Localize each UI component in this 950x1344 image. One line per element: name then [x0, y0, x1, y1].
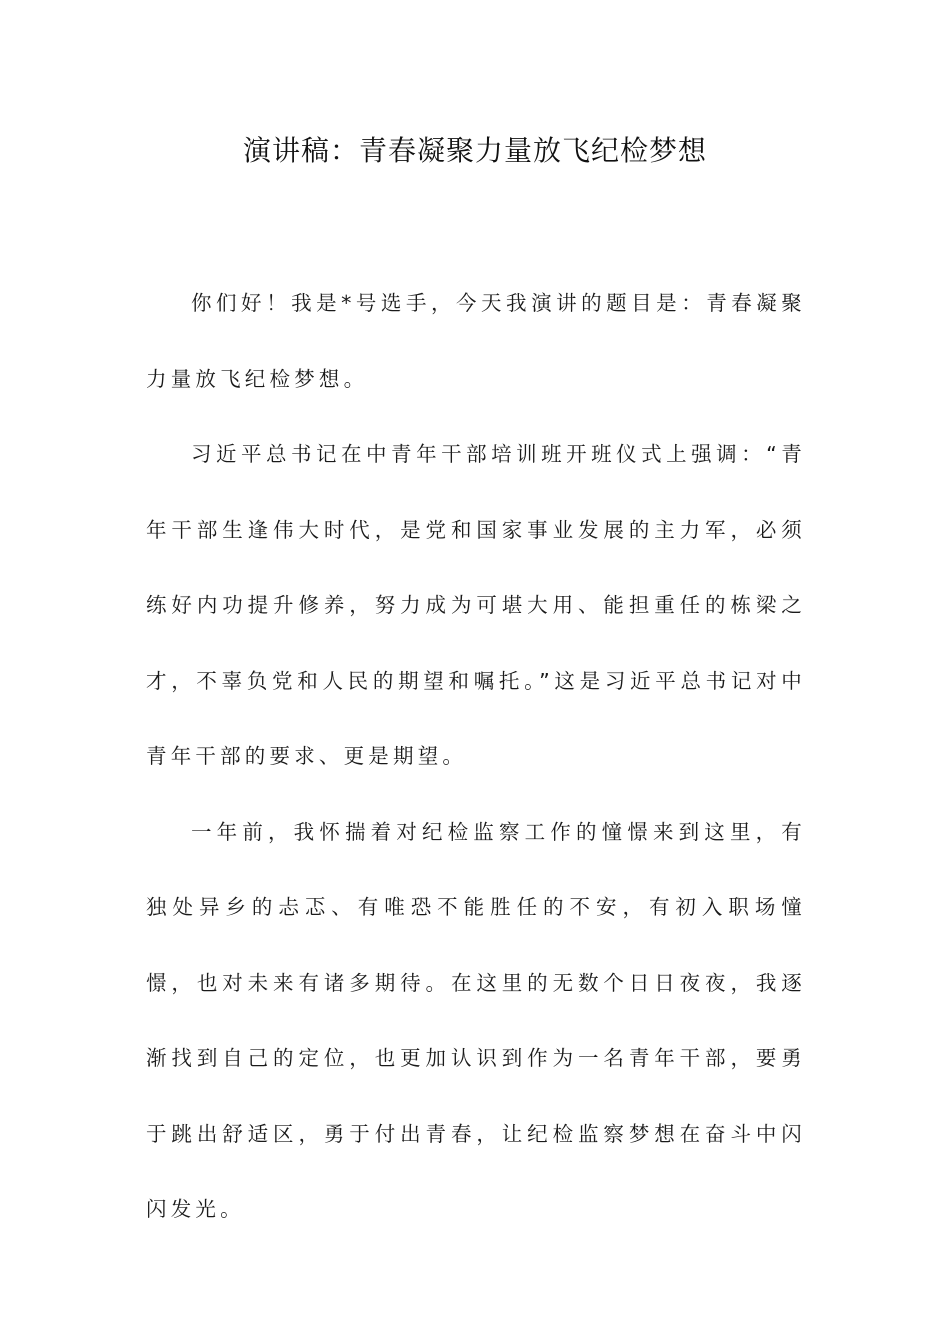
paragraph-quote: 习近平总书记在中青年干部培训班开班仪式上强调：“青年干部生逢伟大时代，是党和国家事业发展的主力军，必须练好内功提升修养，努力成为可堪大用、能担重任的栋梁之才，不辜负党和人民的期望和嘱托。”这是习近平总书记对中青年干部的要求、更是期望。 [146, 442, 806, 768]
document-body [146, 266, 806, 1248]
paragraph-greeting: 你们好！我是*号选手，今天我演讲的题目是：青春凝聚力量放飞纪检梦想。 [146, 291, 806, 391]
paragraph-experience: 一年前，我怀揣着对纪检监察工作的憧憬来到这里，有独处异乡的忐忑、有唯恐不能胜任的不安，有初入职场憧憬，也对未来有诸多期待。在这里的无数个日日夜夜，我逐渐找到自己的定位，也更加认识到作为一名青年干部，要勇于跳出舒适区，勇于付出青春，让纪检监察梦想在奋斗中闪闪发光。 [146, 819, 806, 1221]
document-title: 演讲稿：青春凝聚力量放飞纪检梦想 [242, 134, 707, 167]
